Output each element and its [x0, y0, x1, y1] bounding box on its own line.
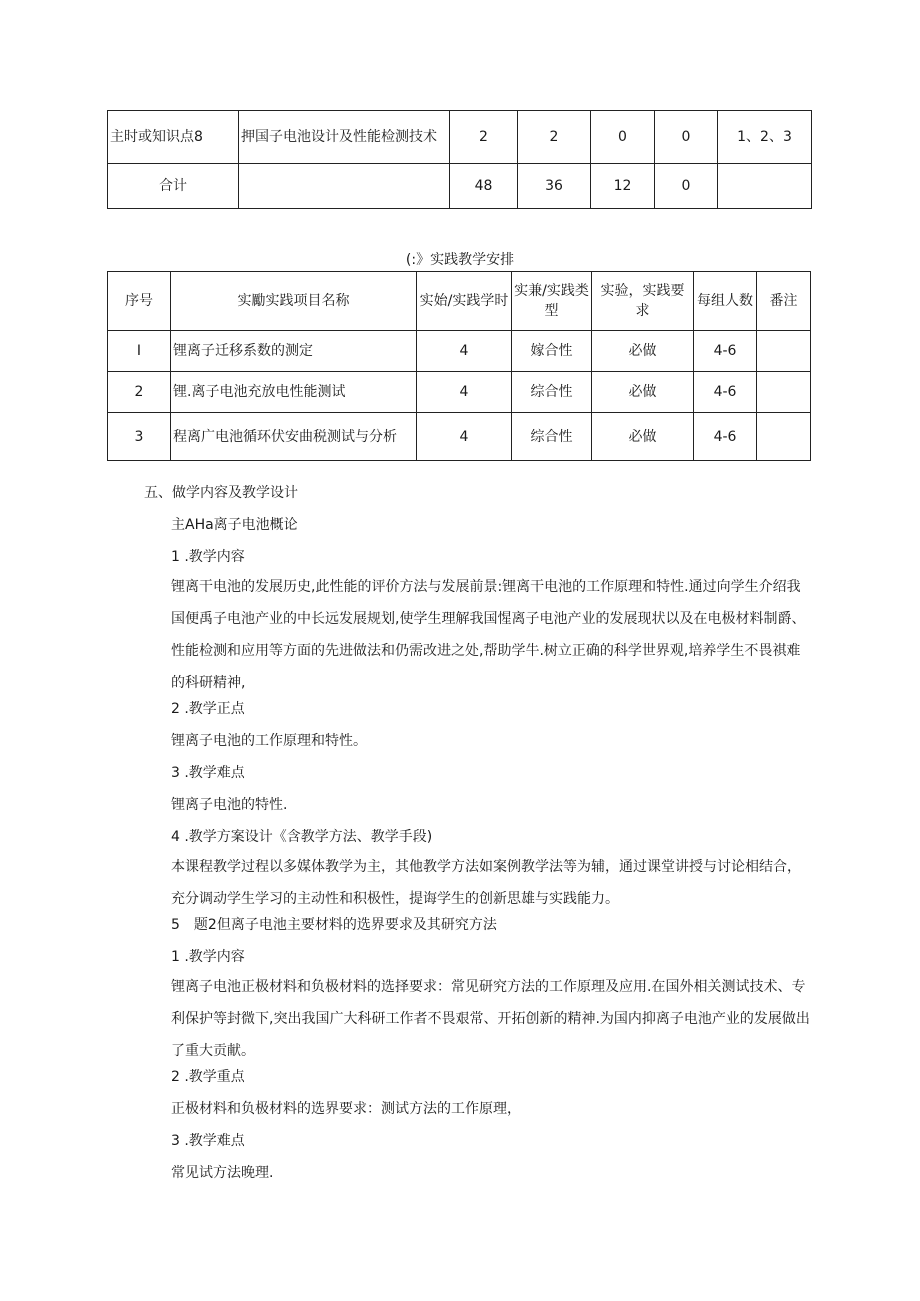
table-cell: 2 [108, 372, 171, 413]
table-cell: 4-6 [694, 372, 757, 413]
subheading: 3 .教学难点 [171, 765, 245, 781]
table-cell: 0 [655, 164, 718, 209]
section-heading: 五、做学内容及教学设计 [144, 485, 298, 501]
course-hours-table [107, 110, 812, 209]
table-cell [757, 331, 811, 372]
table-cell: 4 [417, 372, 512, 413]
paragraph: 锂离子电池正极材料和负极材料的选择要求：常见研究方法的工作原理及应用.在国外相关测试技术、专利保护等封微下,突出我国广大科研工作者不畏艰常、开拓创新的精神.为国内抑离子电池产业的发展做出了重大贡献。 [171, 979, 810, 1059]
table-cell [757, 372, 811, 413]
table-header-row [108, 272, 811, 331]
table-cell: 3 [108, 413, 171, 461]
table-cell: 48 [450, 164, 518, 209]
table-cell: I [108, 331, 171, 372]
table-cell [757, 413, 811, 461]
subheading: 1 .教学内容 [171, 549, 245, 565]
table-header-cell: 序号 [108, 272, 171, 331]
table-cell: 主时或知识点8 [108, 111, 239, 164]
table-cell [718, 164, 812, 209]
table-cell: 0 [591, 111, 655, 164]
table-cell: 必做 [592, 331, 694, 372]
table-cell: 4 [417, 413, 512, 461]
table-header-cell: 实始/实践学时 [417, 272, 512, 331]
table-cell: 押国子电池设计及性能检测技术 [239, 111, 450, 164]
table-cell: 综合性 [512, 372, 592, 413]
table-cell: 合计 [108, 164, 239, 209]
table-cell: 36 [518, 164, 591, 209]
table-cell [239, 164, 450, 209]
table-cell: 4 [417, 331, 512, 372]
table-caption: (:》实践教学安排 [405, 252, 515, 268]
table-cell: 嫁合性 [512, 331, 592, 372]
table-cell: 1、2、3 [718, 111, 812, 164]
paragraph: 锂离子电池的工作原理和特性。 [171, 733, 367, 749]
paragraph: 正极材料和负极材料的选界要求：测试方法的工作原理， [171, 1101, 521, 1117]
table-cell: 必做 [592, 372, 694, 413]
table-row [108, 413, 811, 461]
table-row [108, 111, 812, 164]
table-cell: 程离广电池循环伏安曲税测试与分析 [171, 413, 417, 461]
table-cell: 综合性 [512, 413, 592, 461]
table-row [108, 331, 811, 372]
table-cell: 2 [518, 111, 591, 164]
paragraph: 本课程教学过程以多媒体教学为主，其他教学方法如案例教学法等为辅，通过课堂讲授与讨论相结合，充分调动学生学习的主动性和积极性，提诲学生的创新思雄与实践能力。 [171, 859, 801, 907]
table-cell: 锂.离子电池充放电性能测试 [171, 372, 417, 413]
table-cell: 锂离子迁移系数的测定 [171, 331, 417, 372]
topic-heading: 5 题2但离子电池主要材料的选界要求及其研究方法 [171, 917, 497, 933]
table-cell: 4-6 [694, 413, 757, 461]
subheading: 2 .教学正点 [171, 701, 245, 717]
practice-teaching-table [107, 271, 811, 461]
subheading: 4 .教学方案设计《含教学方法、教学手段) [171, 829, 433, 845]
paragraph: 锂离干电池的发展历史,此性能的评价方法与发展前景:锂离干电池的工作原理和特性.通过向学生介绍我国便禹子电池产业的中长远发展规划,使学生理解我国惺离子电池产业的发展现状以及在电极材料制爵、性能检测和应用等方面的先进做法和仍需改进之处,帮助学牛.树立正确的科学世界观,培养学生不畏祺难的科研精神, [171, 579, 806, 691]
table-header-cell: 实验，实践要求 [592, 272, 694, 331]
table-cell: 必做 [592, 413, 694, 461]
table-row [108, 372, 811, 413]
subheading: 3 .教学难点 [171, 1133, 245, 1149]
table-header-cell: 实兼/实践类型 [512, 272, 592, 331]
table-cell: 0 [655, 111, 718, 164]
table-header-cell: 番注 [757, 272, 811, 331]
paragraph: 锂离子电池的特性. [171, 797, 288, 813]
subheading: 2 .教学重点 [171, 1069, 245, 1085]
subheading: 1 .教学内容 [171, 949, 245, 965]
table-row [108, 164, 812, 209]
table-header-cell: 每组人数 [694, 272, 757, 331]
topic-heading: 主AHa离子电池概论 [171, 517, 298, 533]
table-cell: 2 [450, 111, 518, 164]
table-cell: 12 [591, 164, 655, 209]
table-cell: 4-6 [694, 331, 757, 372]
paragraph: 常见试方法晚理. [171, 1165, 274, 1181]
table-header-cell: 实勵实践项目名称 [171, 272, 417, 331]
